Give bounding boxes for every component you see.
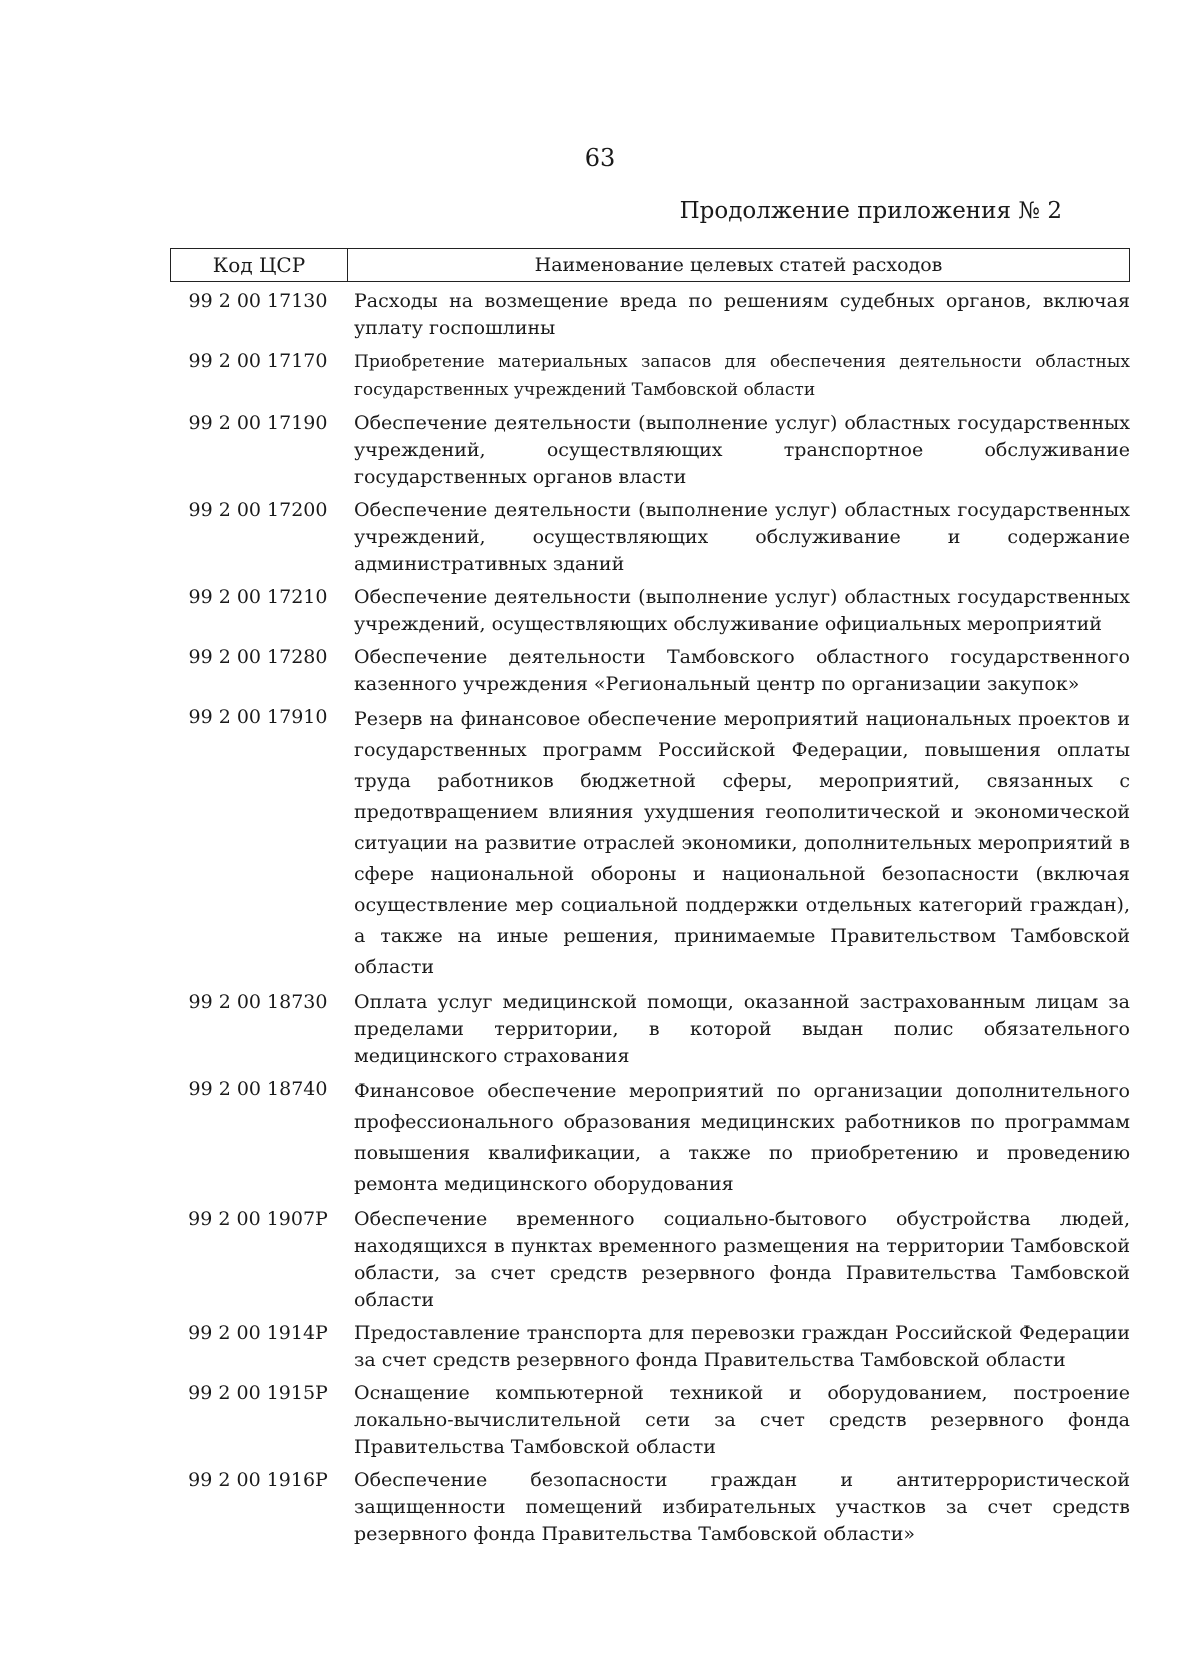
row-code: 99 2 00 1915Р (188, 1382, 328, 1404)
table-header (170, 248, 1130, 282)
table-row (170, 1076, 1130, 1200)
row-code: 99 2 00 1914Р (188, 1322, 328, 1344)
row-name: Резерв на финансовое обеспечение мероприятий национальных проектов и государственных программ Российской Федерации, повышения оплаты труда работников бюджетной сферы, мероприятий, связанных с предотвращением влияния ухудшения геополитической и экономической ситуации на развитие отраслей экономики, дополнительных мероприятий в сфере национальной обороны и национальной безопасности (включая осуществление мер социальной поддержки отдельных категорий граждан), а также на иные решения, принимаемые Правительством Тамбовской области (354, 708, 1130, 978)
appendix-continuation-note: Продолжение приложения № 2 (679, 198, 1062, 224)
table-row (170, 1380, 1130, 1461)
row-name: Обеспечение безопасности граждан и антитеррористической защищенности помещений избирательных участков за счет средств резервного фонда Правительства Тамбовской области» (354, 1469, 1130, 1545)
table-row (170, 584, 1130, 638)
table-row (170, 410, 1130, 491)
row-code: 99 2 00 17170 (188, 350, 328, 372)
row-name: Обеспечение деятельности Тамбовского областного государственного казенного учреждения «Региональный центр по организации закупок» (354, 646, 1130, 695)
table-row (170, 704, 1130, 983)
row-name: Приобретение материальных запасов для обеспечения деятельности областных государственных учреждений Тамбовской области (354, 352, 1130, 400)
header-name: Наименование целевых статей расходов (534, 254, 943, 276)
row-code: 99 2 00 17200 (188, 499, 328, 521)
row-code: 99 2 00 17910 (188, 706, 328, 728)
row-code: 99 2 00 18730 (188, 991, 328, 1013)
table-row (170, 1206, 1130, 1314)
row-name: Обеспечение деятельности (выполнение услуг) областных государственных учреждений, осуществляющих обслуживание официальных мероприятий (354, 586, 1130, 635)
row-code: 99 2 00 17130 (188, 290, 328, 312)
row-name: Финансовое обеспечение мероприятий по организации дополнительного профессионального образования медицинских работников по программам повышения квалификации, а также по приобретению и проведению ремонта медицинского оборудования (354, 1080, 1130, 1195)
table-row (170, 288, 1130, 342)
table-row (170, 989, 1130, 1070)
table-row (170, 348, 1130, 404)
row-code: 99 2 00 17280 (188, 646, 328, 668)
row-name: Предоставление транспорта для перевозки граждан Российской Федерации за счет средств резервного фонда Правительства Тамбовской области (354, 1322, 1130, 1371)
row-name: Обеспечение деятельности (выполнение услуг) областных государственных учреждений, осуществляющих обслуживание и содержание административных зданий (354, 499, 1130, 575)
row-name: Обеспечение временного социально-бытового обустройства людей, находящихся в пунктах временного размещения на территории Тамбовской области, за счет средств резервного фонда Правительства Тамбовской области (354, 1208, 1130, 1311)
row-code: 99 2 00 1916Р (188, 1469, 328, 1491)
row-code: 99 2 00 1907Р (188, 1208, 328, 1230)
row-name: Расходы на возмещение вреда по решениям судебных органов, включая уплату госпошлины (354, 290, 1130, 339)
table-row (170, 644, 1130, 698)
row-name: Оплата услуг медицинской помощи, оказанной застрахованным лицам за пределами территории, в которой выдан полис обязательного медицинского страхования (354, 991, 1130, 1067)
header-code: Код ЦСР (171, 249, 348, 281)
table-row (170, 1320, 1130, 1374)
row-code: 99 2 00 18740 (188, 1078, 328, 1100)
row-name: Обеспечение деятельности (выполнение услуг) областных государственных учреждений, осуществляющих транспортное обслуживание государственных органов власти (354, 412, 1130, 488)
table-row (170, 1467, 1130, 1548)
target-articles-table (170, 248, 1130, 1548)
row-code: 99 2 00 17190 (188, 412, 328, 434)
table-row (170, 497, 1130, 578)
row-name: Оснащение компьютерной техникой и оборудованием, построение локально-вычислительной сети за счет средств резервного фонда Правительства Тамбовской области (354, 1382, 1130, 1458)
page-number: 63 (584, 144, 616, 172)
row-code: 99 2 00 17210 (188, 586, 328, 608)
